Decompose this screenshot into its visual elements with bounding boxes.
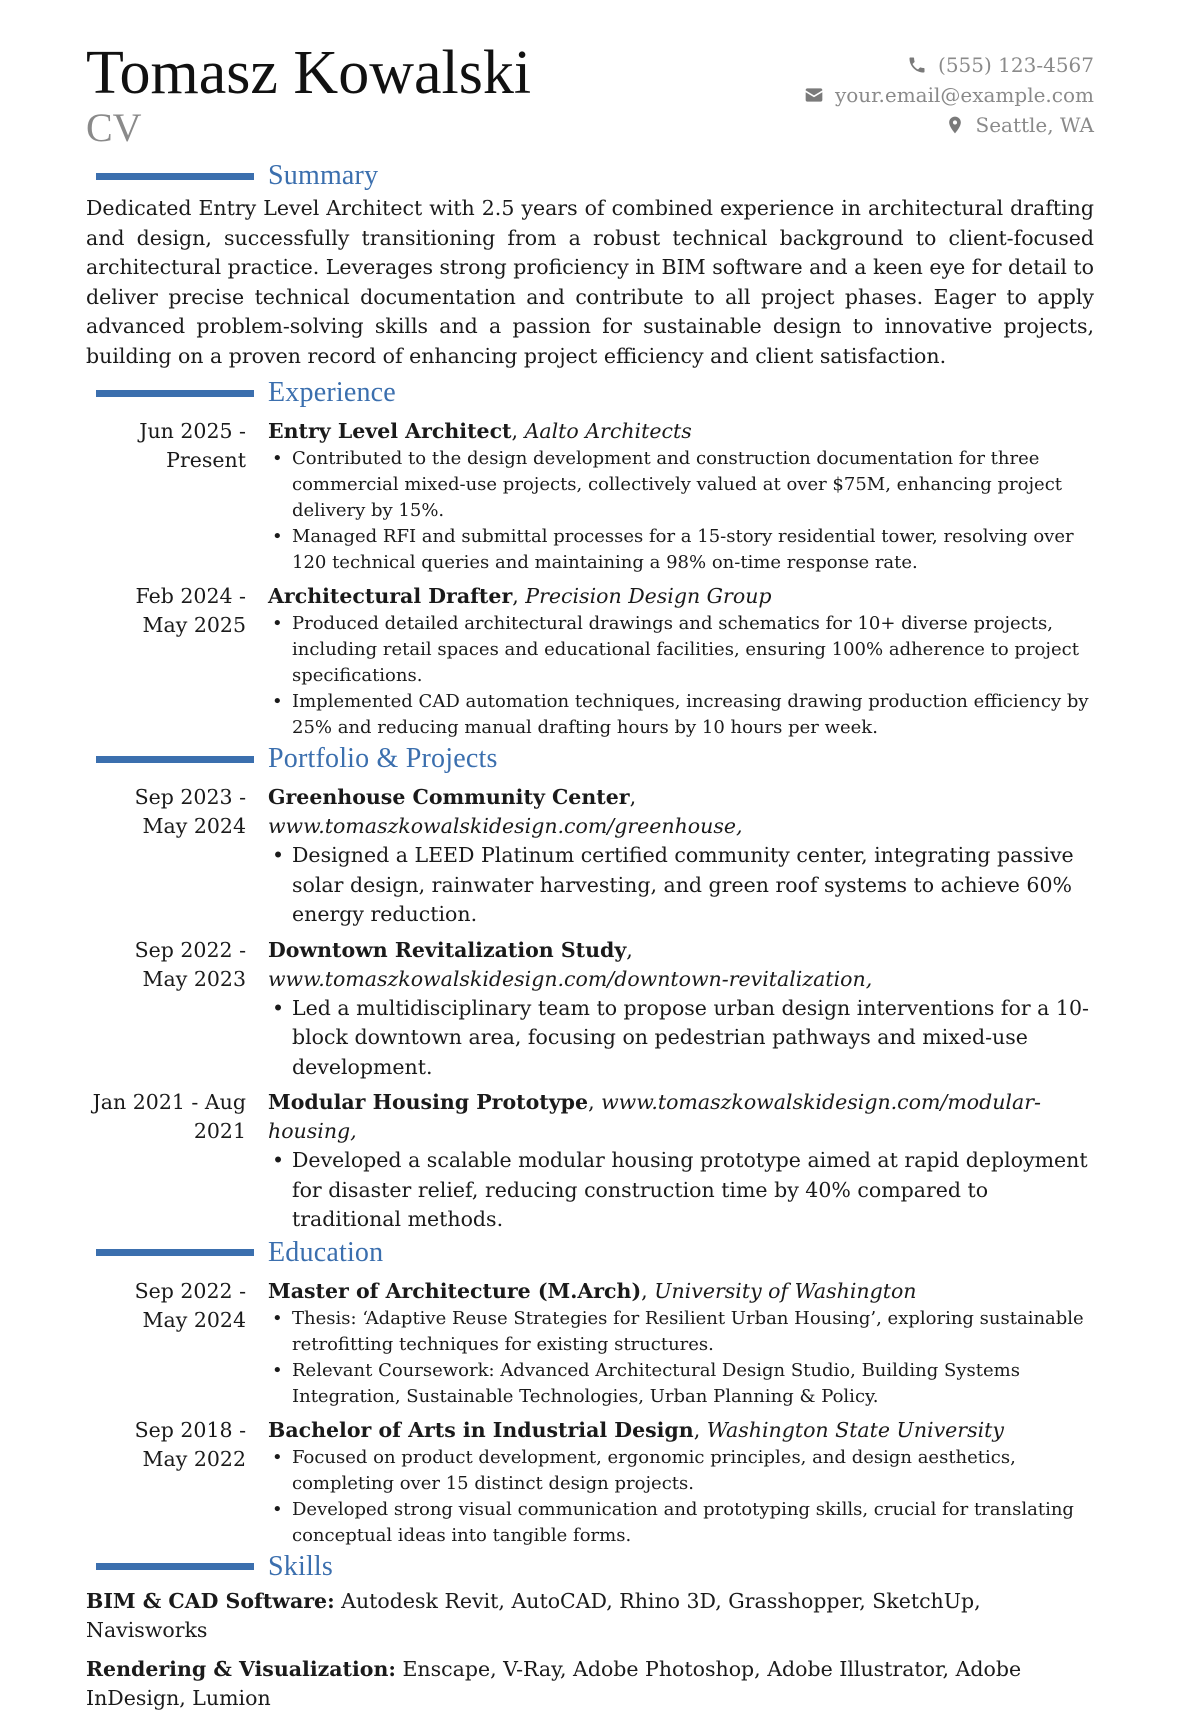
contact-email	[803, 80, 1094, 110]
contact-location	[803, 110, 1094, 140]
project-link[interactable]: www.tomaszkowalskidesign.com/greenhouse,	[268, 814, 743, 838]
project-entry	[86, 1088, 1094, 1235]
skill-category: Rendering & Visualization:	[86, 1656, 396, 1681]
section-heading-education	[86, 1235, 1094, 1271]
bullet-item: • Relevant Coursework: Advanced Architectural Design Studio, Building Systems Integration, Sustainable Technologies, Urban Planning & Policy.	[292, 1358, 1094, 1410]
school: University of Washington	[654, 1278, 917, 1303]
entry-heading: Greenhouse Community Center, www.tomaszkowalskidesign.com/greenhouse,	[268, 785, 743, 838]
skill-values: Autodesk Revit, AutoCAD, Rhino 3D, Grasshopper, SketchUp, Navisworks	[86, 1588, 981, 1642]
entry-bullets	[268, 994, 1094, 1083]
contact-phone	[803, 50, 1094, 80]
section-title: Education	[268, 1236, 384, 1268]
section-accent-bar	[96, 1563, 254, 1570]
school: Washington State University	[706, 1417, 1004, 1442]
experience-entry	[86, 582, 1094, 741]
employer: Aalto Architects	[524, 419, 692, 443]
entry-bullets	[268, 611, 1094, 741]
employer: Precision Design Group	[525, 584, 772, 608]
project-link[interactable]: www.tomaszkowalskidesign.com/modular-housing,	[268, 1090, 1041, 1143]
entry-date: Jun 2025 - Present	[139, 419, 246, 472]
job-title: Entry Level Architect	[268, 419, 512, 443]
project-name: Downtown Revitalization Study	[268, 937, 627, 962]
degree: Bachelor of Arts in Industrial Design	[268, 1417, 694, 1442]
entry-body	[268, 1416, 1094, 1549]
bullet-item: • Produced detailed architectural drawings and schematics for 10+ diverse projects, including retail spaces and educational facilities, ensuring 100% adherence to project specifications.	[292, 611, 1094, 689]
bullet-item: • Designed a LEED Platinum certified community center, integrating passive solar design, rainwater harvesting, and green roof systems to achieve 60% energy reduction.	[292, 841, 1094, 930]
entry-heading: Entry Level Architect, Aalto Architects	[268, 419, 692, 443]
cv-page	[86, 40, 1094, 1723]
project-name: Greenhouse Community Center	[268, 785, 630, 809]
section-accent-bar	[96, 173, 254, 180]
document-subtitle: CV	[86, 105, 142, 150]
person-name: Tomasz Kowalski	[86, 39, 532, 107]
entry-date: Jan 2021 - Aug 2021	[92, 1090, 246, 1143]
entry-body	[268, 783, 1094, 930]
section-title: Skills	[268, 1550, 334, 1582]
bullet-item: • Implemented CAD automation techniques, increasing drawing production efficiency by 25% and reducing manual drafting hours by 10 hours per week.	[292, 689, 1094, 741]
experience-entry	[86, 417, 1094, 576]
entry-body	[268, 417, 1094, 576]
map-pin-icon	[944, 114, 966, 136]
section-title: Portfolio & Projects	[268, 743, 498, 774]
education-entry	[86, 1416, 1094, 1549]
project-entry	[86, 783, 1094, 930]
entry-heading: Bachelor of Arts in Industrial Design, Washington State University	[268, 1417, 1004, 1442]
bullet-item: • Led a multidisciplinary team to propose urban design interventions for a 10-block downtown area, focusing on pedestrian pathways and mixed-use development.	[292, 994, 1094, 1083]
entry-date: Sep 2023 - May 2024	[134, 785, 246, 838]
cv-header	[86, 40, 1094, 158]
skill-values: Enscape, V-Ray, Adobe Photoshop, Adobe Illustrator, Adobe InDesign, Lumion	[86, 1656, 1022, 1710]
section-title: Summary	[268, 160, 379, 191]
entry-body	[268, 582, 1094, 741]
project-link[interactable]: www.tomaszkowalskidesign.com/downtown-revitalization,	[268, 966, 873, 991]
degree: Master of Architecture (M.Arch)	[268, 1278, 642, 1303]
summary-text: Dedicated Entry Level Architect with 2.5 years of combined experience in architectural drafting and design, successfully transitioning from a robust technical background to client-focused architectural practice. Leverages strong proficiency in BIM software and a keen eye for detail to deliver precise technical documentation and contribute to all project phases. Eager to apply advanced problem-solving skills and a passion for sustainable design to innovative projects, building on a proven record of enhancing project efficiency and client satisfaction.	[86, 196, 1094, 368]
envelope-icon	[803, 84, 825, 106]
entry-heading: Master of Architecture (M.Arch), University of Washington	[268, 1278, 917, 1303]
entry-bullets	[268, 841, 1094, 930]
entry-bullets	[268, 446, 1094, 576]
education-entry	[86, 1277, 1094, 1410]
entry-bullets	[268, 1306, 1094, 1410]
section-accent-bar	[96, 756, 254, 763]
entry-bullets	[268, 1445, 1094, 1549]
bullet-item: • Developed strong visual communication and prototyping skills, crucial for translating conceptual ideas into tangible forms.	[292, 1497, 1094, 1549]
job-title: Architectural Drafter	[268, 584, 513, 608]
bullet-item: • Managed RFI and submittal processes for a 15-story residential tower, resolving over 120 technical queries and maintaining a 98% on-time response rate.	[292, 524, 1094, 576]
email-address[interactable]: your.email@example.com	[834, 83, 1094, 107]
entry-bullets	[268, 1146, 1094, 1235]
bullet-item: • Developed a scalable modular housing prototype aimed at rapid deployment for disaster relief, reducing construction time by 40% compared to traditional methods.	[292, 1146, 1094, 1235]
bullet-item: • Focused on product development, ergonomic principles, and design aesthetics, completing over 15 distinct design projects.	[292, 1445, 1094, 1497]
section-heading-summary	[86, 158, 1094, 194]
section-heading-skills	[86, 1549, 1094, 1585]
entry-body	[268, 1088, 1094, 1235]
entry-heading: Modular Housing Prototype, www.tomaszkowalskidesign.com/modular-housing,	[268, 1090, 1041, 1143]
entry-date: Sep 2018 - May 2022	[134, 1417, 246, 1471]
section-accent-bar	[96, 1249, 254, 1256]
entry-heading: Downtown Revitalization Study, www.tomaszkowalskidesign.com/downtown-revitalization,	[268, 937, 873, 991]
project-name: Modular Housing Prototype	[268, 1090, 589, 1114]
section-heading-experience	[86, 375, 1094, 411]
skill-row	[86, 1655, 1094, 1713]
entry-date: Sep 2022 - May 2024	[134, 1278, 246, 1332]
entry-body	[268, 936, 1094, 1083]
section-accent-bar	[96, 390, 254, 397]
phone-icon	[906, 54, 928, 76]
entry-body	[268, 1277, 1094, 1410]
bullet-item: • Thesis: ‘Adaptive Reuse Strategies for Resilient Urban Housing’, exploring sustainable retrofitting techniques for existing structures.	[292, 1306, 1094, 1358]
section-title: Experience	[268, 377, 396, 408]
phone-number[interactable]: (555) 123-4567	[938, 53, 1094, 77]
entry-date: Feb 2024 - May 2025	[135, 584, 246, 637]
bullet-item: • Contributed to the design development and construction documentation for three commercial mixed-use projects, collectively valued at over $75M, enhancing project delivery by 15%.	[292, 446, 1094, 524]
entry-date: Sep 2022 - May 2023	[134, 937, 246, 991]
location-text: Seattle, WA	[975, 113, 1094, 137]
section-heading-projects	[86, 741, 1094, 777]
skills-list	[86, 1587, 1094, 1713]
skill-category: BIM & CAD Software:	[86, 1588, 335, 1613]
skill-row	[86, 1587, 1094, 1645]
contact-block	[803, 50, 1094, 140]
project-entry	[86, 936, 1094, 1083]
entry-heading: Architectural Drafter, Precision Design Group	[268, 584, 772, 608]
